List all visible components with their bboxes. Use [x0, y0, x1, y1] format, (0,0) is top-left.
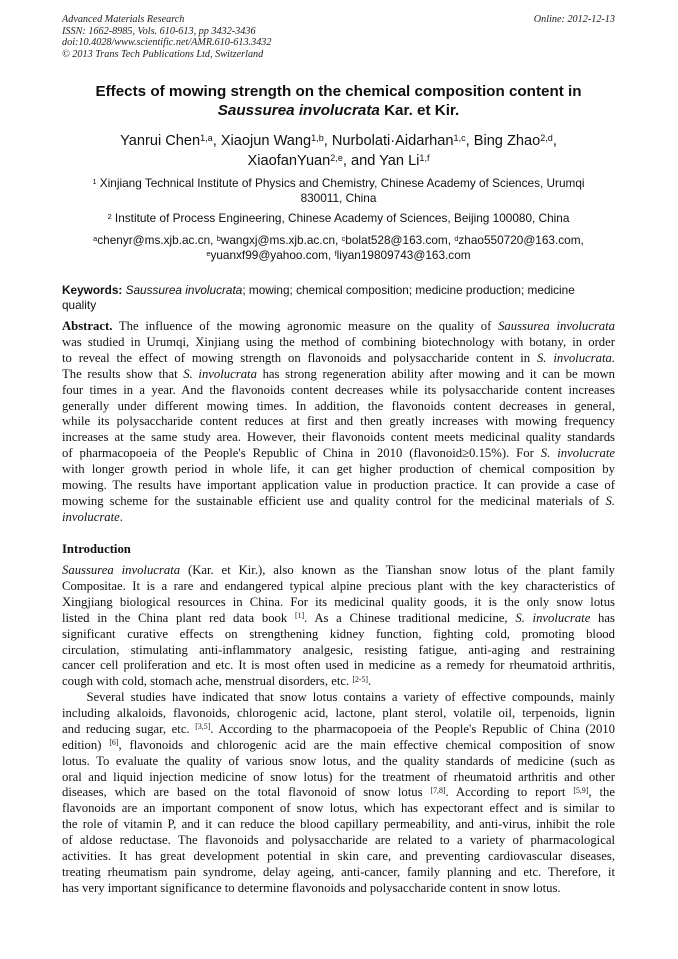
italic-term: involucrate — [62, 509, 120, 524]
text-run: increases at the same study area. However, their flavonoids content meets medicinal quality standards — [62, 430, 615, 445]
text-run: flavonoids are an important component of snow lotus, which has expectorant effect and is similar to — [62, 801, 615, 816]
email: wangxj@ms.xjb.ac.cn, — [220, 233, 342, 247]
text-run: significant curative effects on strengthening kidney function, fighting cold, promoting blood — [62, 626, 615, 641]
text-run: including alkaloids, flavonoids, chlorogenic acid, lactone, plant sterol, volatile oil, terpenoids, lignin — [62, 705, 615, 720]
text-run: Compositae. It is a rare and endangered typical alpine precious plant with the key characteristics of — [62, 578, 615, 593]
author-affil-mark: 1,b — [311, 132, 324, 143]
text-run: the role of vitamin P, and it can reduce the blood capillary permeability, and anti-virus, inhibit the role — [62, 817, 615, 832]
author-name: Yan Li — [379, 153, 420, 169]
keywords-line-2: quality — [62, 297, 97, 312]
text-run: has very important significance to determine flavonoids and polysaccharide content in snow lotus. — [62, 880, 561, 895]
text-line — [62, 335, 615, 351]
text-run: and reducing sugar, etc. — [62, 721, 196, 736]
text-run: . According to the pharmacopoeia of the People's Republic of China (2010 — [210, 721, 615, 736]
text-line — [62, 383, 615, 399]
text-run: four times in a year. And the flavonoids content decreases while its polysaccharide content increases — [62, 382, 615, 397]
email: liyan19809743@163.com — [336, 248, 471, 262]
citation: [3,5] — [195, 722, 211, 732]
email: zhao550720@163.com, — [458, 233, 584, 247]
text-run: activities. It has great development potential in skin care, and preventing cardiovascular diseases, — [62, 849, 615, 864]
title-authority: Kar. et Kir. — [379, 102, 460, 119]
author-affil-mark: 1,a — [200, 132, 213, 143]
author-name: XiaofanYuan — [247, 153, 331, 169]
text-run: treating rheumatism pain syndrome, delay ageing, anti-cancer, family planning and etc. Therefore, it — [62, 864, 615, 879]
text-run: generally under different mowing times. In addition, the flavonoids content decreases in general, — [62, 398, 615, 413]
text-run: cough with cold, stomach ache, menstrual disorders, etc. — [62, 674, 353, 689]
text-line — [62, 367, 615, 383]
text-line — [62, 690, 615, 706]
text-line — [62, 414, 615, 430]
text-line — [62, 478, 615, 494]
text-line — [62, 674, 615, 690]
author-affil-mark: 2,e — [330, 152, 343, 163]
author-list — [62, 131, 615, 171]
journal-copyright: © 2013 Trans Tech Publications Ltd, Switzerland — [62, 48, 264, 60]
email: chenyr@ms.xjb.ac.cn, — [97, 233, 217, 247]
text-line — [62, 754, 615, 770]
citation: [5,9] — [573, 785, 589, 795]
title-line-1: Effects of mowing strength on the chemical composition content in — [95, 83, 582, 100]
affiliation-2 — [62, 211, 615, 226]
author-line-1 — [62, 131, 615, 151]
journal-issn: ISSN: 1662-8985, Vols. 610-613, pp 3432-3436 — [62, 25, 256, 37]
email-mark: f — [334, 248, 337, 258]
text-line — [62, 881, 615, 897]
author-separator: , — [465, 133, 474, 149]
email: yuanxf99@yahoo.com, — [210, 248, 335, 262]
author-line-2 — [62, 151, 615, 171]
affiliation-text: Xinjiang Technical Institute of Physics and Chemistry, Chinese Academy of Sciences, Urumqi — [96, 176, 585, 190]
italic-term: S. involucrata — [183, 366, 257, 381]
affiliation-2-line-1 — [62, 211, 615, 226]
keyword-term: Saussurea involucrata — [125, 283, 243, 297]
text-line — [62, 611, 615, 627]
citation: [7,8] — [430, 785, 446, 795]
text-line — [62, 643, 615, 659]
affiliation-1 — [62, 176, 615, 206]
text-line — [62, 738, 615, 754]
text-run: has — [590, 610, 615, 625]
author-separator: , — [552, 133, 557, 149]
text-run: The influence of the mowing agronomic measure on the quality of — [112, 319, 499, 333]
text-run: mowing. The results have important application value in production practice. It can provide a case of — [62, 478, 615, 493]
text-run: of pharmacopoeia of the People's Republic of China in 2010 (flavonoid≥0.15%). For — [62, 446, 541, 461]
italic-term: S. involucrata. — [536, 350, 615, 365]
title-line-2 — [62, 101, 615, 120]
keywords-line-1 — [62, 283, 615, 298]
emails-line-1 — [62, 233, 615, 248]
author-separator: , — [323, 133, 332, 149]
author-name: Yanrui Chen — [120, 133, 201, 149]
author-separator: , — [212, 133, 221, 149]
text-run: The results show that — [62, 366, 184, 381]
keywords-label: Keywords: — [62, 283, 123, 297]
text-run: mowing scheme for the sustainable efficient use and quality control for the medicinal materials of — [62, 493, 606, 508]
citation: [6] — [109, 738, 119, 748]
text-run: lotus. To evaluate the quality of various snow lotus, and the quality standards of medicine (such as — [62, 753, 615, 768]
text-line — [62, 399, 615, 415]
text-run: . As a Chinese traditional medicine, — [304, 610, 516, 625]
text-run: (Kar. et Kir.), also known as the Tianshan snow lotus of the plant family — [180, 563, 616, 577]
emails-line-2 — [62, 248, 615, 263]
text-line — [62, 579, 615, 595]
text-line — [62, 658, 615, 674]
text-line — [62, 351, 615, 367]
text-line — [62, 801, 615, 817]
journal-doi: doi:10.4028/www.scientific.net/AMR.610-613.3432 — [62, 37, 272, 48]
keywords-rest: ; mowing; chemical composition; medicine production; medicine — [242, 283, 575, 297]
italic-term: S. involucrate — [515, 610, 591, 625]
affiliation-number: 2 — [107, 211, 112, 221]
text-run: while its polysaccharide content reduces at first and then greatly increases with mowing frequency — [62, 414, 615, 429]
author-emails — [62, 233, 615, 263]
text-run: oral and liquid injection medicine of snow lotus) for the treatment of rheumatoid arthritis and other — [62, 769, 615, 784]
citation: [2-5] — [352, 674, 369, 684]
author-name: Xiaojun Wang — [220, 133, 312, 149]
text-run: . — [119, 509, 123, 524]
abstract — [62, 319, 615, 526]
text-run: . According to report — [445, 785, 574, 800]
text-run: . — [368, 674, 372, 689]
email-mark: a — [93, 233, 98, 243]
text-line — [62, 494, 615, 510]
text-line — [62, 722, 615, 738]
email: bolat528@163.com, — [345, 233, 455, 247]
keywords — [62, 283, 615, 312]
text-run: listed in the China plant red data book — [62, 610, 295, 625]
text-run: circulation, stimulating anti-inflammatory analgesic, resisting fatigue, anti-aging and restraining — [62, 642, 615, 657]
title-species: Saussurea involucrata — [217, 102, 380, 119]
text-run: cancer cell proliferation and etc. It is most often used in medicine as a remedy for rheumatoid arthritis, — [62, 658, 615, 673]
journal-name: Advanced Materials Research — [62, 14, 185, 25]
affiliation-1-line-1 — [62, 176, 615, 191]
email-mark: d — [454, 233, 459, 243]
email-mark: c — [341, 233, 346, 243]
text-line — [62, 770, 615, 786]
author-affil-mark: 1,f — [419, 152, 430, 163]
author-affil-mark: 1,c — [453, 132, 466, 143]
italic-term: Saussurea involucrata — [62, 563, 181, 577]
text-line — [62, 833, 615, 849]
text-line — [62, 595, 615, 611]
affiliation-text: Institute of Process Engineering, Chinese Academy of Sciences, Beijing 100080, China — [111, 211, 570, 225]
text-run: diseases, which are based on the total flavonoid of snow lotus — [62, 785, 431, 800]
author-affil-mark: 2,d — [540, 132, 553, 143]
email-mark: b — [216, 233, 221, 243]
text-run: was studied in Urumqi, Xinjiang using the method of combining biotechnology with botany, in order — [62, 334, 615, 349]
text-run: , flavonoids and chlorogenic acid are the main effective chemical composition of snow — [118, 737, 615, 752]
text-run: to reveal the effect of mowing strength on flavonoids and polysaccharide content in — [62, 350, 537, 365]
citation: [1] — [294, 611, 305, 621]
text-line — [62, 627, 615, 643]
affiliation-1-line-2: 830011, China — [300, 191, 377, 205]
email-mark: e — [206, 248, 211, 258]
text-line — [62, 563, 615, 579]
text-line — [62, 510, 615, 526]
text-line — [62, 446, 615, 462]
italic-term: S. involucrate — [540, 446, 615, 461]
text-run: Xingjiang biological resources in China. For its medicinal quality goods, it is the only snow lotus — [62, 594, 615, 609]
introduction-paragraph-1 — [62, 563, 615, 690]
text-run: , the — [588, 785, 615, 800]
italic-term: Saussurea involucrata — [498, 319, 615, 333]
text-run: Several studies have indicated that snow lotus contains a variety of effective compounds, mainly — [62, 690, 615, 704]
affiliation-number: 1 — [92, 176, 97, 186]
text-line — [62, 849, 615, 865]
text-run: of aldose reductase. The flavonoids and polysaccharide are related to a variety of pharmacological — [62, 833, 615, 848]
journal-header — [62, 14, 615, 60]
abstract-label: Abstract. — [62, 319, 113, 333]
author-separator: , and — [342, 153, 380, 169]
author-name: Nurbolati·Aidarhan — [331, 133, 454, 149]
text-line — [62, 865, 615, 881]
text-line — [62, 817, 615, 833]
introduction-paragraph-2 — [62, 690, 615, 897]
italic-term: S. — [605, 493, 615, 508]
author-name: Bing Zhao — [473, 133, 541, 149]
text-line — [62, 706, 615, 722]
text-line — [62, 319, 615, 335]
text-line — [62, 430, 615, 446]
text-line — [62, 785, 615, 801]
text-line — [62, 462, 615, 478]
paper-title — [62, 82, 615, 120]
text-run: with longer growth period in whole life, it can get higher production of chemical composition by — [62, 462, 615, 477]
introduction-heading: Introduction — [62, 542, 131, 556]
online-date: Online: 2012-12-13 — [533, 14, 615, 25]
text-run: edition) — [62, 737, 110, 752]
text-run: has strong regeneration ability after mowing and it can be mown — [256, 366, 616, 381]
